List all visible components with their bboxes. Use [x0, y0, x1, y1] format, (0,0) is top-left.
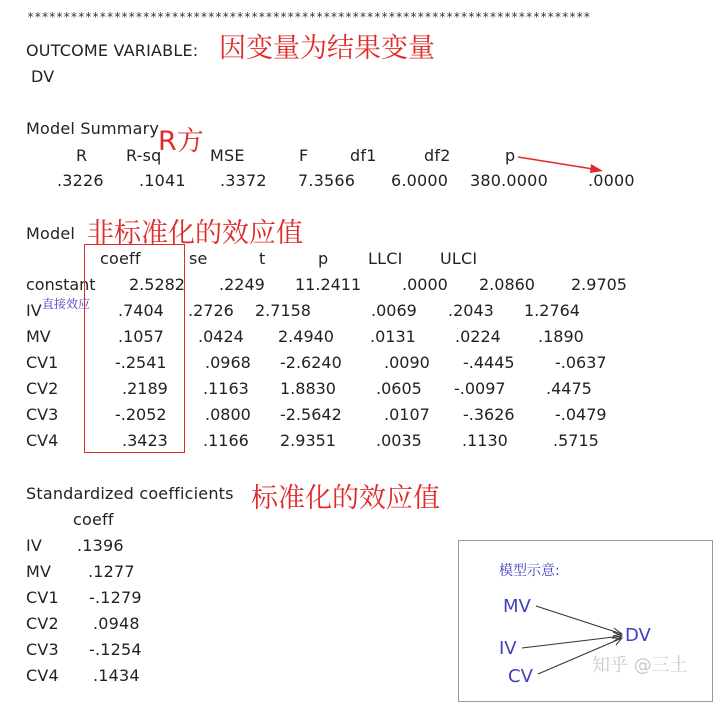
- std-row-name: MV: [26, 562, 52, 581]
- summary-value-mse: .3372: [220, 171, 267, 190]
- model-cell-llci: -.0097: [454, 379, 506, 398]
- model-cell-llci: .2043: [448, 301, 494, 320]
- model-cell-se: .1163: [203, 379, 249, 398]
- summary-annotation: R方: [158, 126, 204, 157]
- model-cell-ulci: -.0479: [555, 405, 607, 424]
- summary-value-df2: 380.0000: [470, 171, 548, 190]
- model-cell-coeff: -.2541: [115, 353, 167, 372]
- model-cell-t: 11.2411: [295, 275, 362, 294]
- model-header-ulci: ULCI: [440, 249, 478, 268]
- std-row-name: CV2: [26, 614, 59, 633]
- std-row-name: CV3: [26, 640, 59, 659]
- model-row-name: CV4: [26, 431, 59, 450]
- model-cell-p: .0000: [402, 275, 448, 294]
- model-header-coeff: coeff: [100, 249, 141, 268]
- model-annotation: 非标准化的效应值: [87, 218, 303, 249]
- summary-header-rsq: R-sq: [126, 146, 162, 165]
- summary-header-r: R: [76, 146, 88, 165]
- separator-stars: ******************************************************************************: [27, 10, 591, 24]
- summary-header-mse: MSE: [210, 146, 245, 165]
- model-cell-se: .0424: [198, 327, 244, 346]
- summary-value-p: .0000: [588, 171, 635, 190]
- model-cell-ulci: .4475: [546, 379, 592, 398]
- std-row-name: IV: [26, 536, 43, 555]
- model-cell-ulci: .1890: [538, 327, 584, 346]
- model-cell-t: 2.9351: [280, 431, 336, 450]
- model-cell-ulci: -.0637: [555, 353, 607, 372]
- model-header-p: p: [318, 249, 329, 268]
- model-cell-coeff: 2.5282: [129, 275, 185, 294]
- model-cell-ulci: .5715: [553, 431, 599, 450]
- model-cell-llci: -.3626: [463, 405, 515, 424]
- watermark: 知乎 @三土: [592, 655, 688, 676]
- model-cell-se: .0968: [205, 353, 251, 372]
- standardized-header-coeff: coeff: [73, 510, 114, 529]
- summary-value-f: 7.3566: [298, 171, 356, 190]
- model-cell-se: .2726: [188, 301, 234, 320]
- model-cell-coeff: .3423: [122, 431, 168, 450]
- direct-effect-note: 直接效应: [42, 297, 91, 311]
- model-cell-se: .2249: [219, 275, 265, 294]
- model-cell-ulci: 1.2764: [524, 301, 580, 320]
- diagram-title: 模型示意:: [499, 563, 560, 579]
- model-cell-p: .0131: [370, 327, 416, 346]
- summary-header-f: F: [299, 146, 309, 165]
- model-cell-llci: .0224: [455, 327, 501, 346]
- outcome-annotation: 因变量为结果变量: [219, 33, 435, 64]
- std-row-value: -.1279: [89, 588, 142, 607]
- coeff-highlight-box: [84, 244, 185, 453]
- model-cell-p: .0090: [384, 353, 430, 372]
- std-row-name: CV4: [26, 666, 59, 685]
- model-cell-coeff: -.2052: [115, 405, 167, 424]
- diagram-node-mv: MV: [503, 596, 531, 617]
- model-cell-coeff: .1057: [118, 327, 164, 346]
- summary-header-df1: df1: [350, 146, 377, 165]
- model-header-llci: LLCI: [368, 249, 403, 268]
- model-row-name: CV2: [26, 379, 59, 398]
- model-row-name: CV1: [26, 353, 59, 372]
- model-cell-t: 2.7158: [255, 301, 311, 320]
- model-cell-coeff: .2189: [122, 379, 168, 398]
- model-cell-p: .0605: [376, 379, 422, 398]
- model-row-name: constant: [26, 275, 96, 294]
- std-row-value: .1434: [93, 666, 140, 685]
- model-title: Model: [26, 224, 76, 243]
- diagram-node-dv: DV: [625, 625, 651, 646]
- summary-value-rsq: .1041: [139, 171, 186, 190]
- model-row-name: IV: [26, 301, 42, 320]
- summary-value-r: .3226: [57, 171, 104, 190]
- model-row-name: CV3: [26, 405, 59, 424]
- model-row-name: MV: [26, 327, 51, 346]
- diagram-node-iv: IV: [499, 638, 517, 659]
- summary-title: Model Summary: [26, 119, 160, 138]
- std-row-value: .0948: [93, 614, 140, 633]
- model-cell-llci: -.4445: [463, 353, 515, 372]
- model-cell-t: 2.4940: [278, 327, 334, 346]
- model-header-se: se: [189, 249, 208, 268]
- model-cell-llci: .1130: [462, 431, 508, 450]
- outcome-value: DV: [31, 67, 55, 86]
- model-cell-ulci: 2.9705: [571, 275, 627, 294]
- summary-header-p: p: [505, 146, 516, 165]
- standardized-title: Standardized coefficients: [26, 484, 234, 503]
- model-cell-p: .0069: [371, 301, 417, 320]
- diagram-node-cv: CV: [508, 666, 533, 687]
- model-cell-p: .0107: [384, 405, 430, 424]
- model-cell-llci: 2.0860: [479, 275, 535, 294]
- model-cell-t: -2.5642: [280, 405, 342, 424]
- model-cell-t: 1.8830: [280, 379, 336, 398]
- std-row-value: .1396: [77, 536, 124, 555]
- outcome-label: OUTCOME VARIABLE:: [26, 41, 199, 60]
- summary-header-df2: df2: [424, 146, 451, 165]
- model-cell-p: .0035: [376, 431, 422, 450]
- std-row-value: -.1254: [89, 640, 142, 659]
- model-cell-t: -2.6240: [280, 353, 342, 372]
- std-row-value: .1277: [88, 562, 135, 581]
- std-row-name: CV1: [26, 588, 59, 607]
- model-cell-se: .1166: [203, 431, 249, 450]
- summary-value-df1: 6.0000: [391, 171, 449, 190]
- standardized-annotation: 标准化的效应值: [251, 483, 440, 514]
- model-header-t: t: [259, 249, 266, 268]
- model-cell-coeff: .7404: [118, 301, 164, 320]
- model-cell-se: .0800: [205, 405, 251, 424]
